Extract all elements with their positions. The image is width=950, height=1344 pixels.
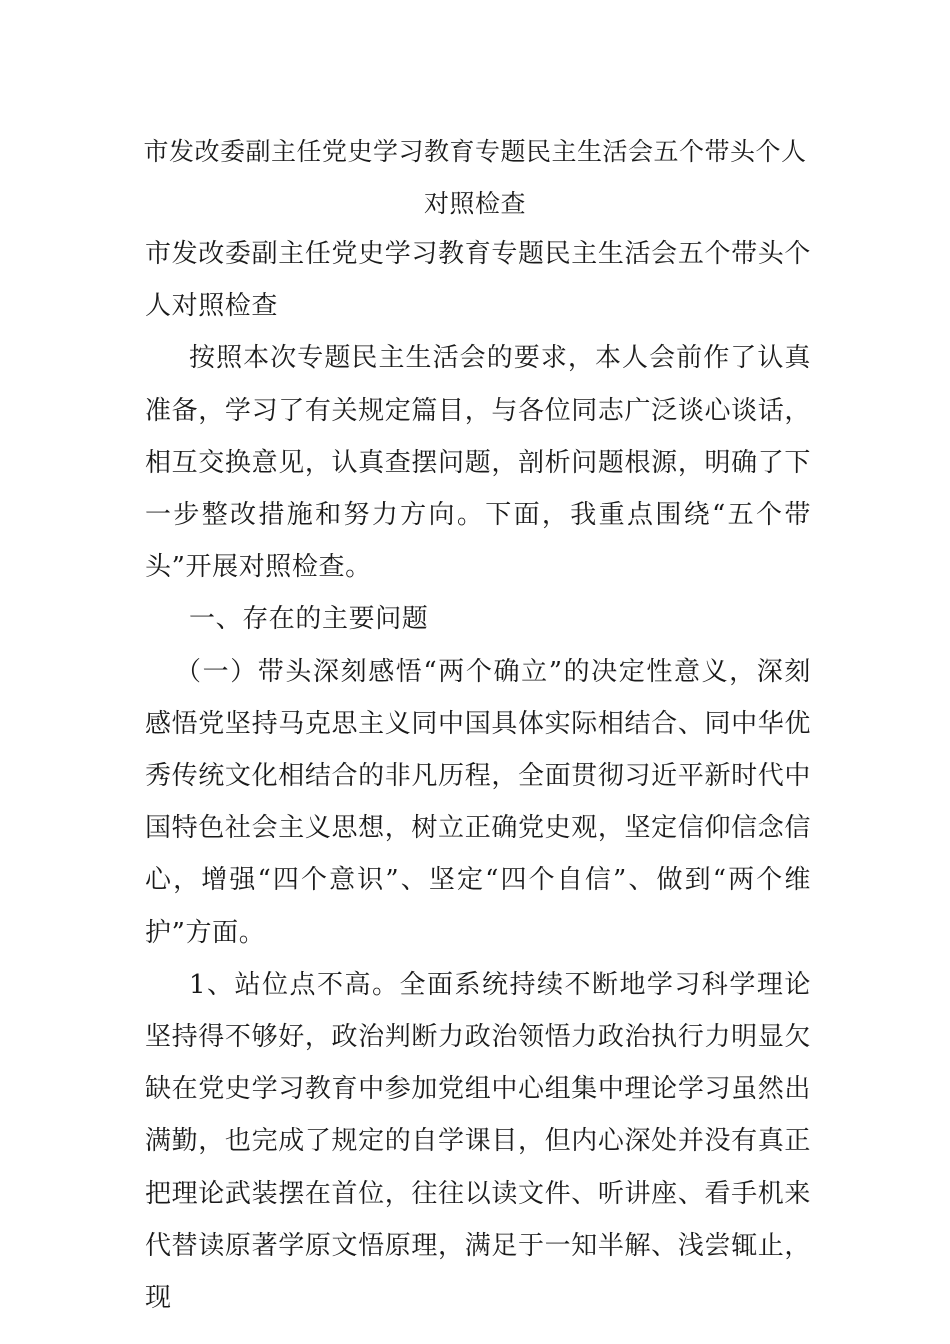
document-title: 市发改委副主任党史学习教育专题民主生活会五个带头个人对照检查 [143, 137, 807, 218]
section-heading: 一、存在的主要问题 [189, 604, 429, 635]
subsection-paragraph: （一）带头深刻感悟“两个确立”的决定性意义，深刻感悟党坚持马克思主义同中国具体实际相结合、同中华优秀传统文化相结合的非凡历程，全面贯彻习近平新时代中国特色社会主义思想，树立正确党史观，坚定信仰信念信心，增强“四个意识”、坚定“四个自信”、做到“两个维护”方面。 [145, 656, 811, 948]
intro-paragraph: 按照本次专题民主生活会的要求，本人会前作了认真准备，学习了有关规定篇目，与各位同志广泛谈心谈话，相互交换意见，认真查摆问题，剖析问题根源，明确了下一步整改措施和努力方向。下面，我重点围绕“五个带头”开展对照检查。 [145, 343, 811, 583]
point-paragraph: 1、站位点不高。全面系统持续不断地学习科学理论坚持得不够好，政治判断力政治领悟力政治执行力明显欠缺在党史学习教育中参加党组中心组集中理论学习虽然出满勤，也完成了规定的自学课目，但内心深处并没有真正把理论武装摆在首位，往往以读文件、听讲座、看手机来代替读原著学原文悟原理，满足于一知半解、浅尝辄止，现 [145, 969, 811, 1314]
document-subtitle: 市发改委副主任党史学习教育专题民主生活会五个带头个人对照检查 [145, 239, 811, 322]
document-body [145, 228, 811, 1324]
